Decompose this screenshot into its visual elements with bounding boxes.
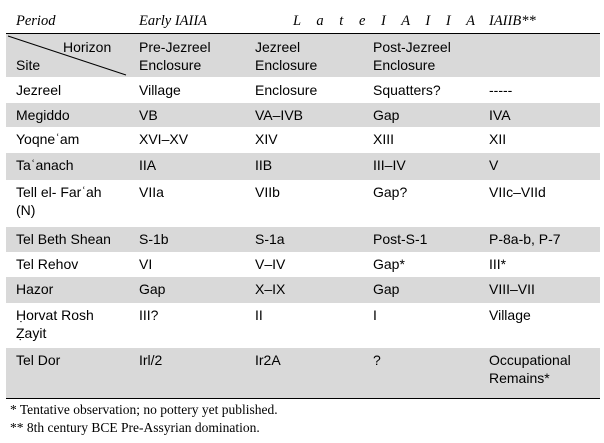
- subheader-pre-jezreel-2: Enclosure: [139, 57, 202, 73]
- cell-jezreel-enclosure: Enclosure: [255, 82, 318, 98]
- cell-early-iaiia: Village: [139, 82, 181, 98]
- table-row: [6, 252, 600, 277]
- cell-site: Tel Beth Shean: [16, 231, 111, 247]
- table-row: [6, 303, 600, 348]
- cell-site: Ẓayit: [16, 325, 47, 341]
- cell-site: Megiddo: [16, 107, 70, 123]
- cell-site: (N): [16, 202, 36, 218]
- table-row: [6, 227, 600, 252]
- table-row: [6, 103, 600, 127]
- subheader-pre-jezreel-1: Pre-Jezreel: [139, 39, 211, 55]
- cell-early-iaiia: VI: [139, 256, 153, 272]
- cell-iaiib: P-8a-b, P-7: [489, 231, 561, 247]
- cell-iaiib: XII: [489, 131, 507, 147]
- cell-site: Hazor: [16, 281, 54, 297]
- cell-iaiib: V: [489, 157, 499, 173]
- table-row: [6, 180, 600, 227]
- cell-iaiib: VIII–VII: [489, 281, 535, 297]
- table-row: [6, 153, 600, 180]
- header-late-iaiia: L a t e I A I I A: [293, 13, 481, 29]
- cell-post-jezreel: Post-S-1: [373, 231, 428, 247]
- table-row: [6, 277, 600, 303]
- header-iaiib: IAIIB**: [489, 13, 536, 29]
- subheader-jezreel-1: Jezreel: [255, 39, 301, 55]
- header-period: Period: [16, 13, 56, 29]
- subheader-post-jezreel-2: Enclosure: [373, 57, 436, 73]
- cell-jezreel-enclosure: S-1a: [255, 231, 285, 247]
- cell-early-iaiia: XVI–XV: [139, 131, 189, 147]
- cell-iaiib: Remains*: [489, 370, 550, 386]
- cell-iaiib: Occupational: [489, 352, 571, 368]
- footnote-tentative: * Tentative observation; no pottery yet published.: [10, 402, 278, 417]
- cell-site: Ḥorvat Rosh: [16, 307, 94, 323]
- table-row: [6, 348, 600, 398]
- cell-jezreel-enclosure: X–IX: [255, 281, 286, 297]
- cell-post-jezreel: ?: [373, 352, 381, 368]
- cell-early-iaiia: S-1b: [139, 231, 169, 247]
- subheader-jezreel-2: Enclosure: [255, 57, 318, 73]
- cell-post-jezreel: Gap?: [373, 184, 408, 200]
- cell-jezreel-enclosure: IIB: [255, 157, 273, 173]
- cell-site: Tel Dor: [16, 352, 61, 368]
- table-subheader-row: [6, 34, 600, 77]
- cell-jezreel-enclosure: XIV: [255, 131, 278, 147]
- cell-early-iaiia: III?: [139, 307, 159, 323]
- cell-early-iaiia: IIA: [139, 157, 157, 173]
- cell-iaiib: VIIc–VIId: [489, 184, 546, 200]
- cell-post-jezreel: Gap: [373, 107, 400, 123]
- cell-iaiib: -----: [489, 82, 513, 98]
- cell-post-jezreel: I: [373, 307, 377, 323]
- cell-site: Taʿanach: [16, 157, 74, 173]
- cell-early-iaiia: Gap: [139, 281, 166, 297]
- subheader-post-jezreel-1: Post-Jezreel: [373, 39, 451, 55]
- table-row: [6, 78, 600, 103]
- cell-jezreel-enclosure: VIIb: [255, 184, 280, 200]
- cell-early-iaiia: VB: [139, 107, 158, 123]
- cell-jezreel-enclosure: VA–IVB: [255, 107, 303, 123]
- table-bottom-rule: [6, 398, 600, 399]
- table-header-row: [6, 10, 600, 32]
- cell-site: Jezreel: [16, 82, 62, 98]
- cell-post-jezreel: Squatters?: [373, 82, 441, 98]
- cell-iaiib: IVA: [489, 107, 511, 123]
- cell-site: Yoqneʿam: [16, 131, 80, 147]
- cell-iaiib: III*: [489, 256, 507, 272]
- cell-jezreel-enclosure: V–IV: [255, 256, 286, 272]
- cell-post-jezreel: XIII: [373, 131, 395, 147]
- cell-site: Tel Rehov: [16, 256, 79, 272]
- subheader-site: Site: [16, 57, 41, 73]
- cell-jezreel-enclosure: Ir2A: [255, 352, 281, 368]
- footnote-iaiib: ** 8th century BCE Pre-Assyrian domination.: [10, 420, 260, 435]
- cell-early-iaiia: Irl/2: [139, 352, 163, 368]
- header-early-iaiia: Early IAIIA: [139, 13, 208, 29]
- cell-post-jezreel: Gap: [373, 281, 400, 297]
- table-row: [6, 127, 600, 153]
- cell-early-iaiia: VIIa: [139, 184, 164, 200]
- cell-post-jezreel: III–IV: [373, 157, 406, 173]
- cell-iaiib: Village: [489, 307, 531, 323]
- cell-jezreel-enclosure: II: [255, 307, 263, 323]
- cell-post-jezreel: Gap*: [373, 256, 405, 272]
- subheader-horizon: Horizon: [63, 39, 112, 55]
- cell-site: Tell el- Farʿah: [16, 184, 102, 200]
